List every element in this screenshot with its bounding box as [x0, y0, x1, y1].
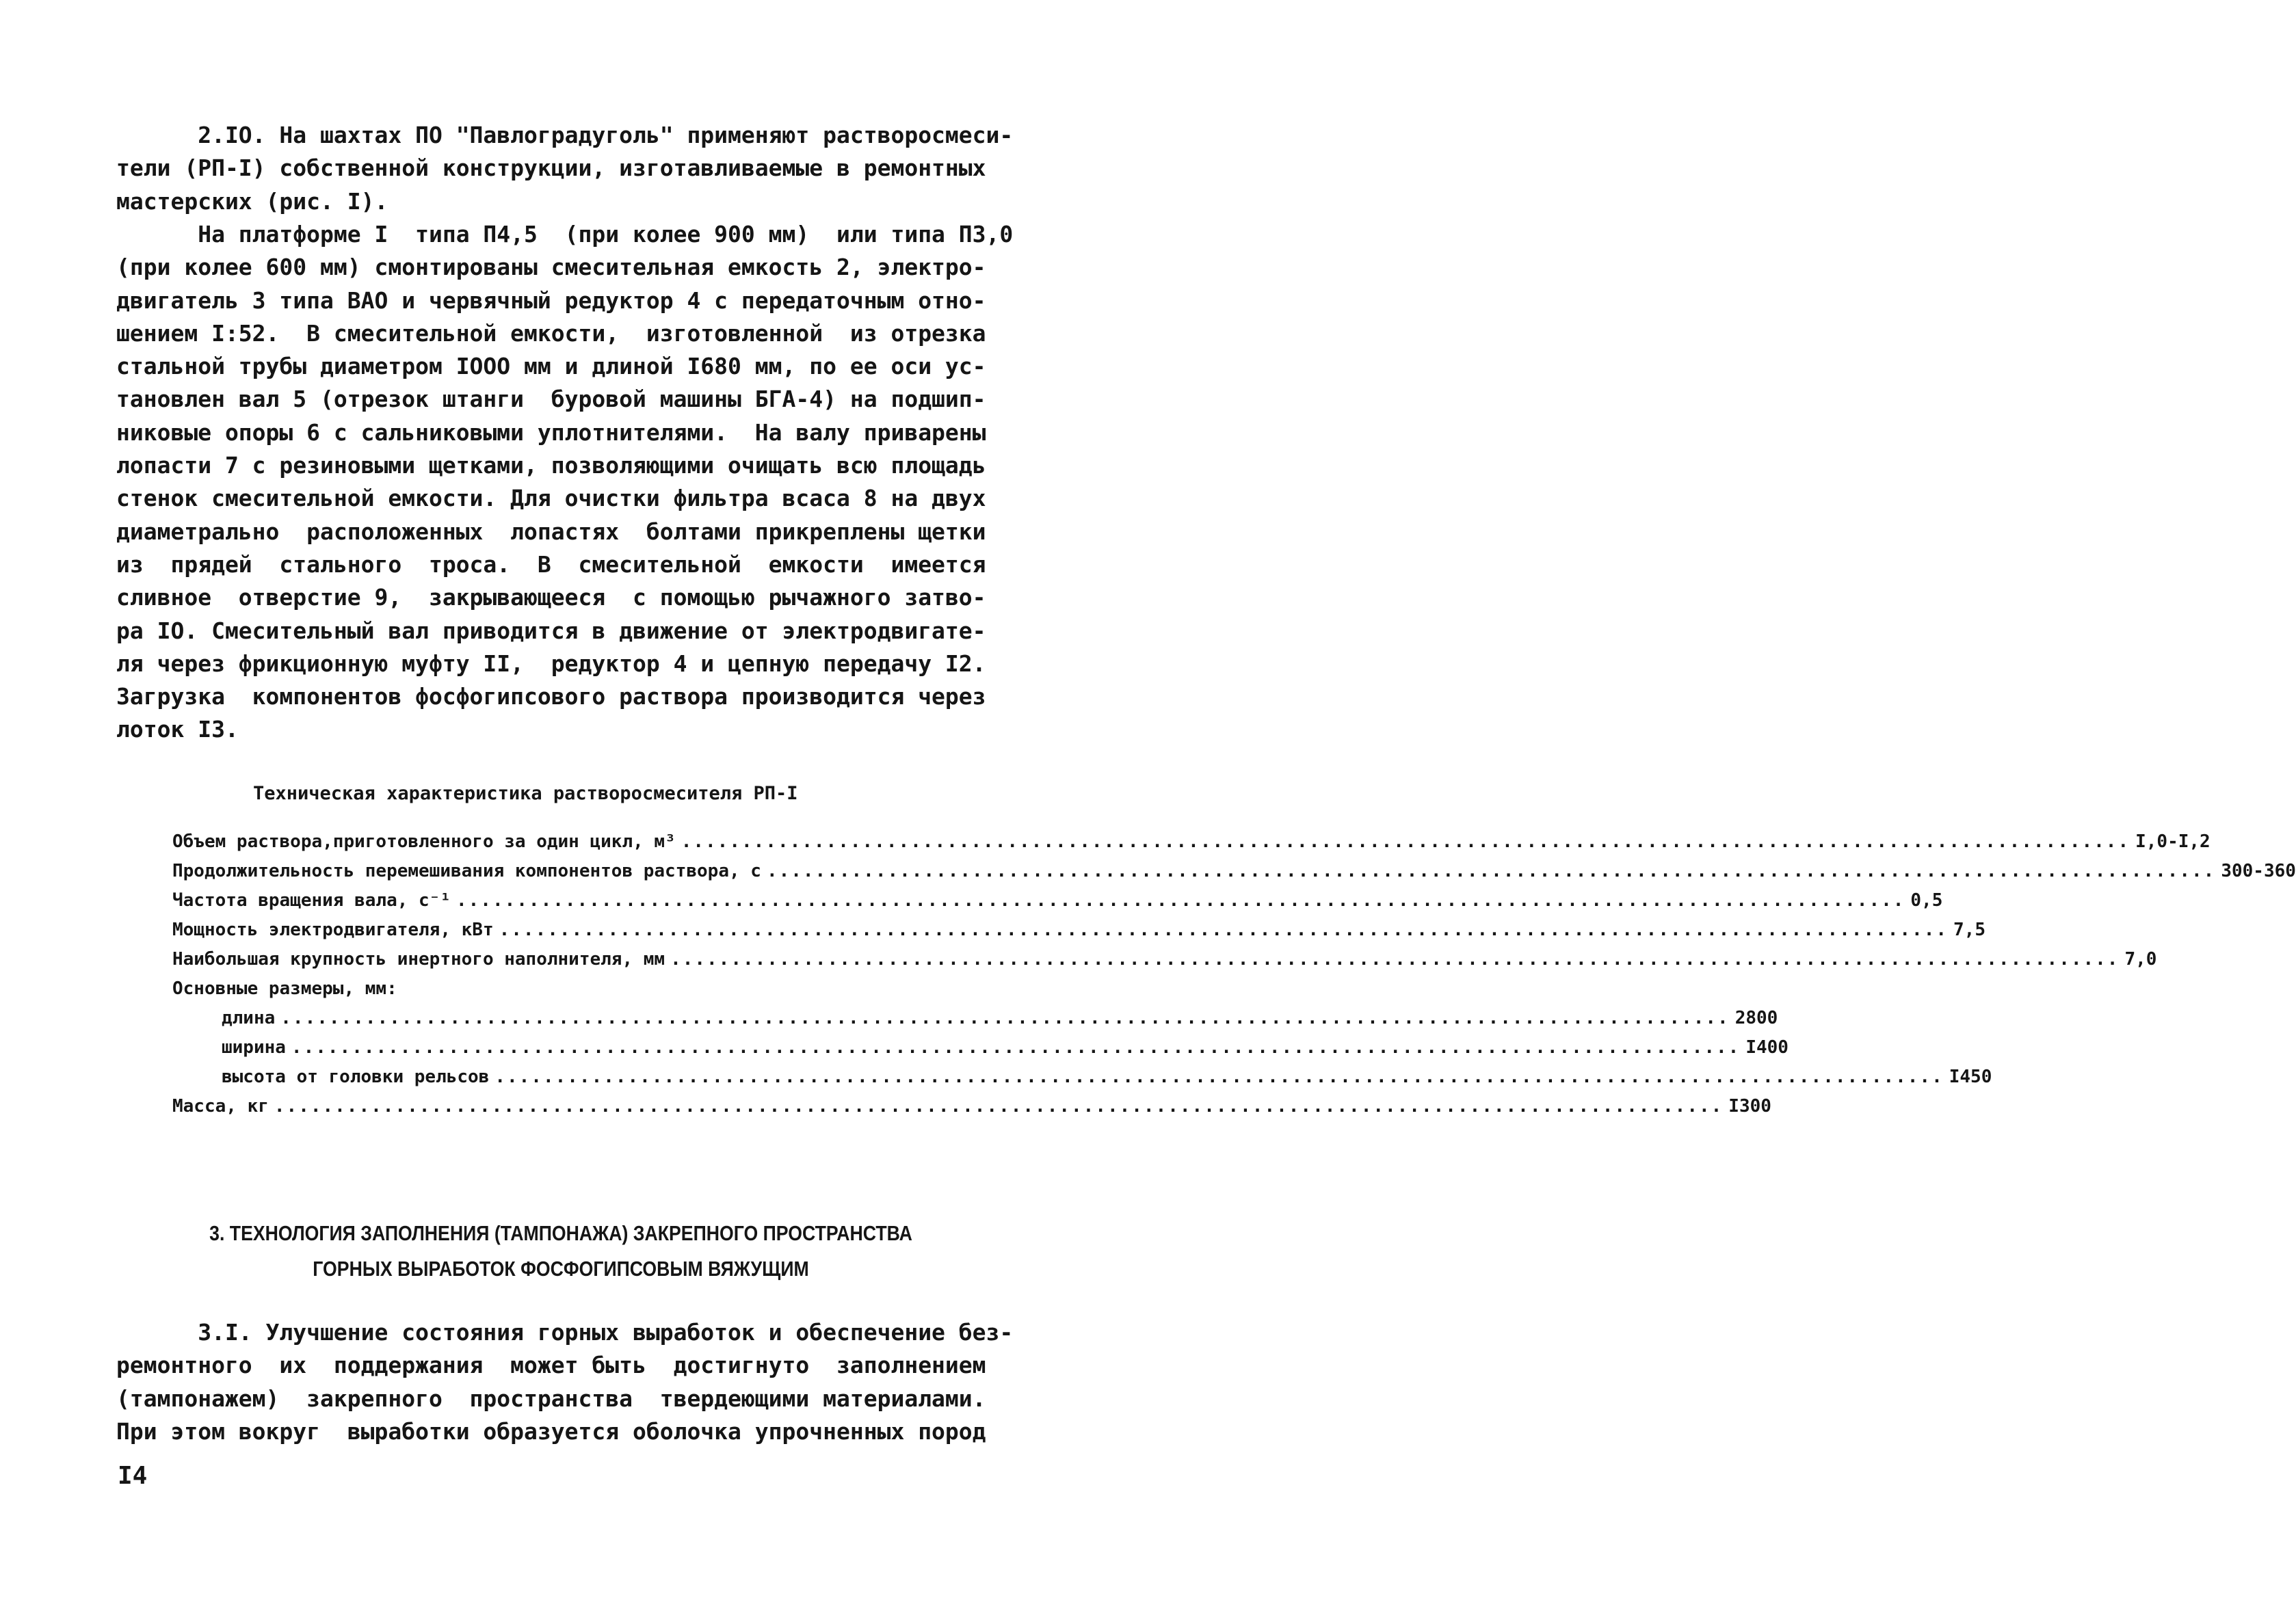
text-line: (тампонажем) закрепного пространства твердеющими материалами.: [116, 1385, 986, 1412]
text-line: При этом вокруг выработки образуется оболочка упрочненных пород: [116, 1417, 986, 1445]
spec-label: длина: [222, 1008, 276, 1028]
spec-value: I450: [1949, 1067, 1992, 1087]
spec-value: I,0-I,2: [2135, 831, 2211, 852]
spec-value: 7,5: [1953, 920, 1985, 940]
text-line: тановлен вал 5 (отрезок штанги буровой машины БГА-4) на подшип-: [116, 386, 986, 413]
text-line: Загрузка компонентов фосфогипсового раствора производится через: [116, 683, 986, 710]
text-line: стенок смесительной емкости. Для очистки фильтра всаса 8 на двух: [116, 485, 986, 512]
spec-table: [172, 827, 2296, 1121]
text-line: На платформе I типа П4,5 (при колее 900 мм) или типа П3,0: [116, 221, 1014, 248]
spec-label: Частота вращения вала, с⁻¹: [172, 890, 451, 911]
text-line: ремонтного их поддержания может быть достигнуто заполнением: [116, 1352, 986, 1379]
spec-row: [172, 827, 2211, 857]
text-line: ля через фрикционную муфту II, редуктор 4 и цепную передачу I2.: [116, 650, 986, 677]
spec-label: Наибольшая крупность инертного наполнителя, мм: [172, 949, 665, 970]
text-line: стальной трубы диаметром IOOO мм и длиной I680 мм, по ее оси ус-: [116, 353, 986, 380]
text-line: мастерских (рис. I).: [116, 187, 388, 215]
dot-leader: ........................................................................................................................: [280, 1008, 1730, 1028]
spec-value: 0,5: [1910, 890, 1943, 911]
spec-label: Масса, кг: [172, 1096, 269, 1117]
spec-value: 2800: [1734, 1008, 1778, 1028]
paragraph-platform: [116, 218, 1014, 747]
section-heading-line-1: 3. ТЕХНОЛОГИЯ ЗАПОЛНЕНИЯ (ТАМПОНАЖА) ЗАКРЕПНОГО ПРОСТРАНСТВА: [209, 1221, 912, 1245]
text-line: (при колее 600 мм) смонтированы смесительная емкость 2, электро-: [116, 254, 986, 281]
spec-label: ширина: [222, 1037, 286, 1058]
text-line: тели (РП-I) собственной конструкции, изготавливаемые в ремонтных: [116, 155, 986, 182]
spec-label: высота от головки рельсов: [222, 1067, 490, 1087]
section-heading-line-2: ГОРНЫХ ВЫРАБОТОК ФОСФОГИПСОВЫМ ВЯЖУЩИМ: [313, 1257, 809, 1281]
spec-label: Мощность электродвигателя, кВт: [172, 920, 494, 940]
dot-leader: ........................................................................................................................: [766, 861, 2216, 881]
spec-value: 7,0: [2124, 949, 2157, 970]
text-line: 2.IO. На шахтах ПО "Павлоградуголь" применяют растворосмеси-: [116, 122, 1014, 148]
text-line: диаметрально расположенных лопастях болтами прикреплены щетки: [116, 518, 986, 545]
dot-leader: ........................................................................................................................: [670, 949, 2120, 970]
text-line: лоток I3.: [116, 716, 239, 743]
spec-value: I300: [1728, 1096, 1771, 1117]
text-line: лопасти 7 с резиновыми щетками, позволяющими очищать всю площадь: [116, 452, 986, 479]
spec-row: [172, 916, 1985, 945]
spec-row: [172, 1092, 1771, 1121]
text-line: никовые опоры 6 с сальниковыми уплотнителями. На валу приварены: [116, 418, 986, 446]
spec-value: I400: [1745, 1037, 1789, 1058]
text-line: двигатель 3 типа ВАО и червячный редуктор 4 с передаточным отно-: [116, 286, 986, 314]
spec-row: [172, 1033, 1789, 1063]
spec-row: [172, 1004, 1778, 1033]
paragraph-3-1: [116, 1316, 1014, 1448]
spec-value: 300-360: [2221, 861, 2296, 881]
dot-leader: ........................................................................................................................: [274, 1096, 1724, 1117]
text-line: шением I:52. В смесительной емкости, изготовленной из отрезка: [116, 319, 986, 347]
spec-label: Объем раствора,приготовленного за один цикл, м³: [172, 831, 676, 852]
text-line: 3.I. Улучшение состояния горных выработок и обеспечение без-: [116, 1319, 1014, 1346]
spec-label: Основные размеры, мм:: [172, 978, 397, 999]
spec-title: Техническая характеристика растворосмесителя РП-I: [253, 783, 798, 804]
dot-leader: ........................................................................................................................: [291, 1037, 1741, 1058]
text-line: ра IO. Смесительный вал приводится в движение от электродвигате-: [116, 617, 986, 644]
text-line: из прядей стального троса. В смесительной емкости имеется: [116, 550, 986, 578]
spec-row: [172, 974, 952, 1004]
paragraph-2-10: [116, 119, 1014, 218]
text-line: сливное отверстие 9, закрывающееся с помощью рычажного затво-: [116, 584, 986, 611]
spec-row: [172, 857, 2296, 886]
dot-leader: ........................................................................................................................: [456, 890, 1905, 911]
spec-row: [172, 886, 1943, 916]
spec-label: Продолжительность перемешивания компонентов раствора, с: [172, 861, 761, 881]
dot-leader: ........................................................................................................................: [681, 831, 2130, 852]
dot-leader: ........................................................................................................................: [494, 1067, 1944, 1087]
dot-leader: ........................................................................................................................: [499, 920, 1949, 940]
spec-row: [172, 945, 2157, 974]
spec-row: [172, 1063, 1992, 1092]
page-number: I4: [118, 1462, 148, 1490]
